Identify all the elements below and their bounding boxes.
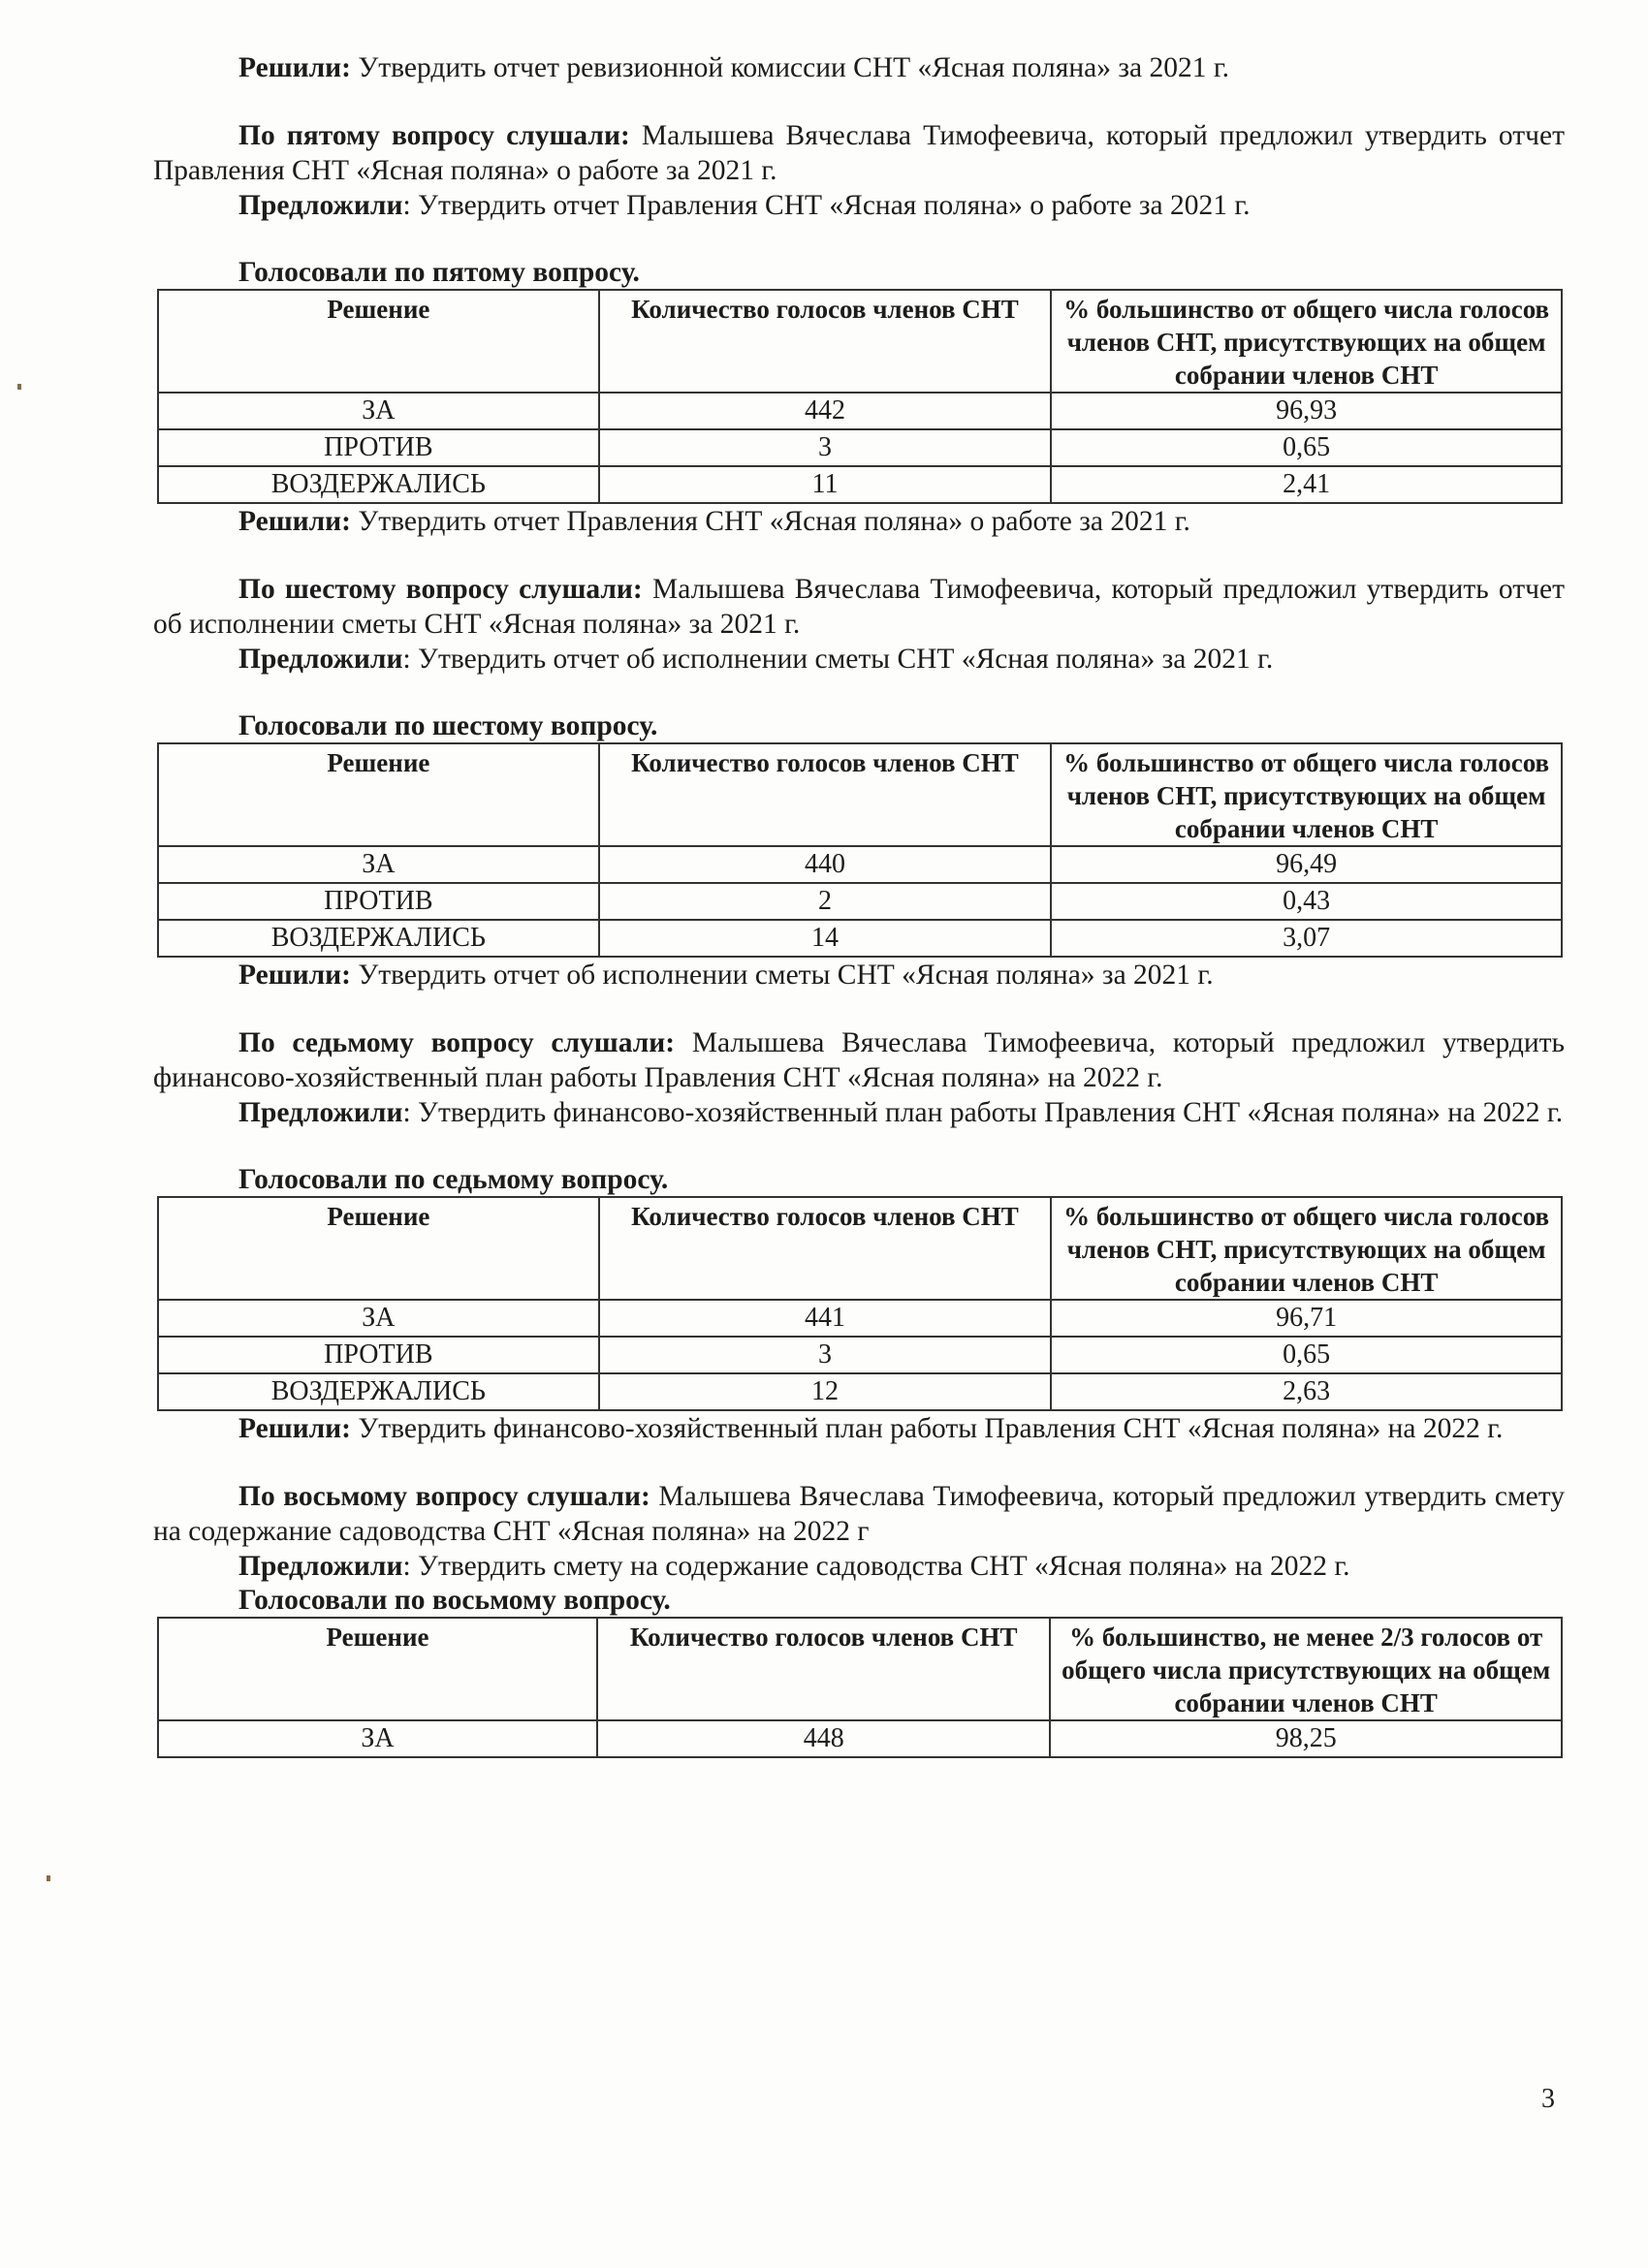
header-votes: Количество голосов членов СНТ bbox=[599, 1197, 1052, 1300]
table-row: ВОЗДЕРЖАЛИСЬ 11 2,41 bbox=[158, 466, 1562, 503]
table-header-row bbox=[158, 290, 1562, 393]
document-page bbox=[153, 50, 1565, 1758]
q5-heard: По пятому вопросу слушали: Малышева Вячеслава Тимофеевича, который предложил утвердить отчет Правления СНТ «Ясная поляна» о работе за 2021 г. bbox=[153, 120, 1565, 186]
q5-vote-table bbox=[157, 289, 1563, 504]
q7-resolved: Решили: Утвердить финансово-хозяйственный план работы Правления СНТ «Ясная поляна» на 2022 г. bbox=[238, 1413, 1504, 1444]
q6-vote-table bbox=[157, 742, 1563, 958]
table-row: ПРОТИВ 3 0,65 bbox=[158, 1337, 1562, 1373]
q6-heard: По шестому вопросу слушали: Малышева Вячеслава Тимофеевича, который предложил утвердить отчет об исполнении сметы СНТ «Ясная поляна» за 2021 г. bbox=[153, 574, 1565, 640]
q6-vote-heading: Голосовали по шестому вопросу. bbox=[238, 710, 658, 741]
table-row: ВОЗДЕРЖАЛИСЬ 14 3,07 bbox=[158, 920, 1562, 957]
header-votes: Количество голосов членов СНТ bbox=[597, 1618, 1050, 1720]
table-header-row bbox=[158, 1197, 1562, 1300]
scan-mark bbox=[47, 1875, 50, 1881]
table-row: ЗА 441 96,71 bbox=[158, 1300, 1562, 1337]
q8-vote-table bbox=[157, 1617, 1563, 1758]
page-number: 3 bbox=[1541, 2084, 1555, 2114]
header-decision: Решение bbox=[158, 290, 599, 393]
table-row: ПРОТИВ 2 0,43 bbox=[158, 883, 1562, 920]
table-row: ВОЗДЕРЖАЛИСЬ 12 2,63 bbox=[158, 1373, 1562, 1410]
q6-proposed: Предложили: Утвердить отчет об исполнении сметы СНТ «Ясная поляна» за 2021 г. bbox=[238, 644, 1274, 675]
header-votes: Количество голосов членов СНТ bbox=[599, 290, 1052, 393]
header-percent: % большинство, не менее 2/3 голосов от общего числа присутствующих на общем собрании членов СНТ bbox=[1050, 1618, 1562, 1720]
header-decision: Решение bbox=[158, 1197, 599, 1300]
table-row: ПРОТИВ 3 0,65 bbox=[158, 429, 1562, 466]
header-decision: Решение bbox=[158, 743, 599, 846]
scan-mark bbox=[17, 384, 21, 390]
q8-vote-heading: Голосовали по восьмому вопросу. bbox=[238, 1585, 671, 1616]
q5-proposed: Предложили: Утвердить отчет Правления СНТ «Ясная поляна» о работе за 2021 г. bbox=[238, 190, 1251, 221]
q5-resolved: Решили: Утвердить отчет Правления СНТ «Ясная поляна» о работе за 2021 г. bbox=[238, 506, 1190, 537]
q7-proposed: Предложили: Утвердить финансово-хозяйственный план работы Правления СНТ «Ясная поляна» на 2022 г. bbox=[238, 1097, 1564, 1128]
table-row: ЗА 448 98,25 bbox=[158, 1720, 1562, 1757]
header-decision: Решение bbox=[158, 1618, 597, 1720]
q5-vote-heading: Голосовали по пятому вопросу. bbox=[238, 257, 640, 288]
q7-vote-heading: Голосовали по седьмому вопросу. bbox=[238, 1164, 669, 1195]
q7-vote-table bbox=[157, 1196, 1563, 1411]
header-votes: Количество голосов членов СНТ bbox=[599, 743, 1052, 846]
q8-heard: По восьмому вопросу слушали: Малышева Вячеслава Тимофеевича, который предложил утвердить смету на содержание садоводства СНТ «Ясная поляна» на 2022 г bbox=[153, 1481, 1565, 1547]
table-header-row bbox=[158, 743, 1562, 846]
q8-proposed: Предложили: Утвердить смету на содержание садоводства СНТ «Ясная поляна» на 2022 г. bbox=[238, 1551, 1350, 1582]
q6-resolved: Решили: Утвердить отчет об исполнении сметы СНТ «Ясная поляна» за 2021 г. bbox=[238, 960, 1214, 991]
table-row: ЗА 442 96,93 bbox=[158, 393, 1562, 429]
header-percent: % большинство от общего числа голосов членов СНТ, присутствующих на общем собрании членов СНТ bbox=[1051, 743, 1562, 846]
header-percent: % большинство от общего числа голосов членов СНТ, присутствующих на общем собрании членов СНТ bbox=[1051, 290, 1562, 393]
header-percent: % большинство от общего числа голосов членов СНТ, присутствующих на общем собрании членов СНТ bbox=[1051, 1197, 1562, 1300]
resolved-intro: Решили: Утвердить отчет ревизионной комиссии СНТ «Ясная поляна» за 2021 г. bbox=[238, 52, 1229, 83]
table-header-row bbox=[158, 1618, 1562, 1720]
table-row: ЗА 440 96,49 bbox=[158, 846, 1562, 883]
q7-heard: По седьмому вопросу слушали: Малышева Вячеслава Тимофеевича, который предложил утвердить финансово-хозяйственный план работы Правления СНТ «Ясная поляна» на 2022 г. bbox=[153, 1027, 1565, 1093]
